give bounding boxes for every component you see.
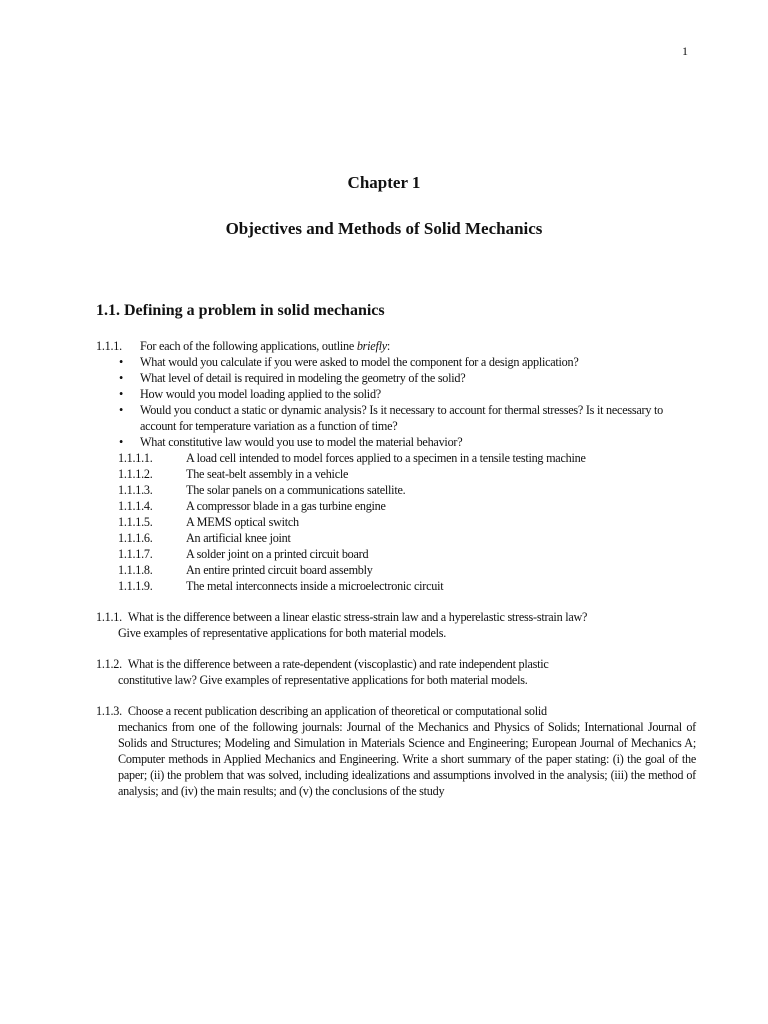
question	[96, 703, 696, 799]
application-text: A solder joint on a printed circuit board	[186, 547, 369, 561]
bullet-item: • What constitutive law would you use to model the material behavior?	[96, 434, 696, 450]
question-continuation: mechanics from one of the following journals: Journal of the Mechanics and Physics of Solids; International Journal of Solids and Structures; Modeling and Simulation in Materials Science and Engineering; European Journal of Mechanics A; Computer methods in Applied Mechanics and Engineering. Write a short summary of the paper stating: (i) the goal of the paper; (ii) the problem that was solved, including idealizations and assumptions involved in the analysis; (iii) the method of analysis; and (iv) the main results; and (v) the conclusions of the study	[118, 720, 696, 798]
application-text: A compressor blade in a gas turbine engine	[186, 499, 386, 513]
problem-intro	[96, 338, 696, 354]
application-number: 1.1.1.9.	[118, 579, 153, 593]
question-text: What is the difference between a rate-dependent (viscoplastic) and rate independent plastic	[127, 657, 549, 671]
bullet-item: • What level of detail is required in modeling the geometry of the solid?	[96, 370, 696, 386]
question-number: 1.1.1.	[96, 610, 122, 624]
question-number: 1.1.2.	[96, 657, 122, 671]
application-number: 1.1.1.4.	[118, 499, 153, 513]
chapter-heading: Chapter 1	[347, 173, 421, 192]
question-continuation: constitutive law? Give examples of representative applications for both material models.	[118, 673, 528, 687]
application-item	[96, 498, 696, 514]
problem-intro-emphasis: briefly	[356, 339, 387, 353]
application-item	[96, 466, 696, 482]
application-text: The metal interconnects inside a microelectronic circuit	[186, 579, 444, 593]
application-item	[96, 578, 696, 594]
application-item	[96, 562, 696, 578]
application-item	[96, 482, 696, 498]
problem-intro-end: :	[386, 339, 391, 353]
application-text: The seat-belt assembly in a vehicle	[186, 467, 349, 481]
section-heading: 1.1. Defining a problem in solid mechanics	[96, 302, 385, 319]
problem-number: 1.1.1.	[96, 339, 122, 353]
question-number: 1.1.3.	[96, 704, 122, 718]
question	[96, 609, 696, 641]
application-number: 1.1.1.2.	[118, 467, 153, 481]
bullet-item: • Would you conduct a static or dynamic analysis? Is it necessary to account for thermal stresses? Is it necessary to account for temperature variation as a function of time?	[96, 402, 696, 434]
application-item	[96, 514, 696, 530]
question-text: What is the difference between a linear elastic stress-strain law and a hyperelastic stress-strain law?	[127, 610, 588, 624]
question-continuation: Give examples of representative applications for both material models.	[118, 626, 447, 640]
application-text: The solar panels on a communications satellite.	[186, 483, 406, 497]
bullet-item: • What would you calculate if you were asked to model the component for a design application?	[96, 354, 696, 370]
application-text: An entire printed circuit board assembly	[186, 563, 373, 577]
application-text: An artificial knee joint	[186, 531, 291, 545]
document-body	[96, 338, 696, 799]
application-text: A load cell intended to model forces applied to a specimen in a tensile testing machine	[186, 451, 586, 465]
question-bullet-list	[96, 354, 696, 450]
page-number: 1	[682, 44, 688, 58]
chapter-title: Objectives and Methods of Solid Mechanics	[225, 219, 543, 238]
application-number: 1.1.1.5.	[118, 515, 153, 529]
application-number: 1.1.1.8.	[118, 563, 153, 577]
application-number: 1.1.1.6.	[118, 531, 153, 545]
application-number: 1.1.1.7.	[118, 547, 153, 561]
application-item	[96, 450, 696, 466]
application-list	[96, 450, 696, 594]
application-text: A MEMS optical switch	[186, 515, 299, 529]
application-item	[96, 546, 696, 562]
question-text: Choose a recent publication describing an application of theoretical or computational solid	[127, 704, 547, 718]
application-number: 1.1.1.3.	[118, 483, 153, 497]
application-item	[96, 530, 696, 546]
application-number: 1.1.1.1.	[118, 451, 153, 465]
problem-intro-text: For each of the following applications, outline	[140, 339, 357, 353]
bullet-item: • How would you model loading applied to the solid?	[96, 386, 696, 402]
question	[96, 656, 696, 688]
